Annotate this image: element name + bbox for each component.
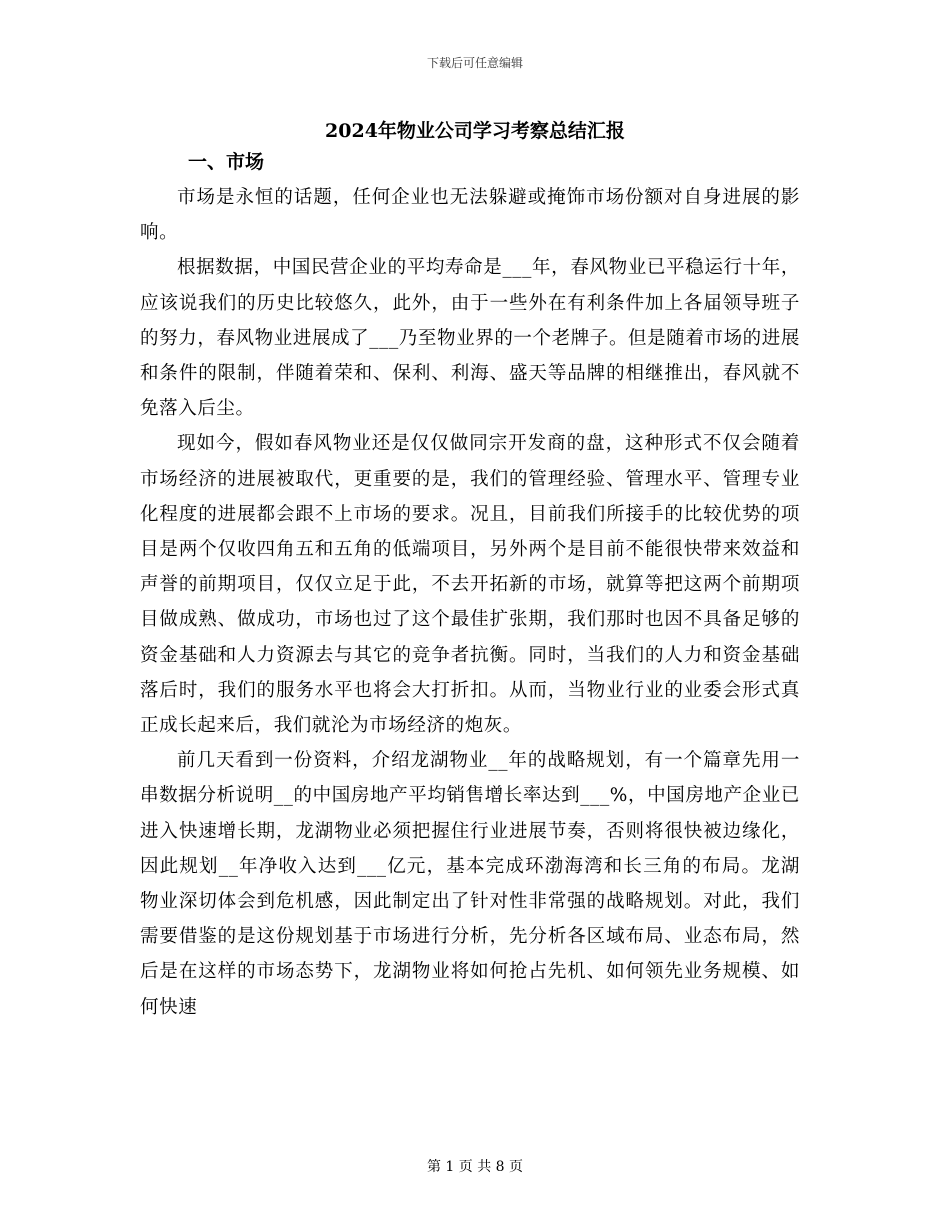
header-note: 下载后可任意编辑 bbox=[426, 56, 523, 70]
paragraph-2: 根据数据，中国民营企业的平均寿命是___年，春风物业已平稳运行十年，应该说我们的历史比较悠久，此外，由于一些外在有利条件加上各届领导班子的努力，春风物业进展成了___乃至物业界的一个老牌子。但是随着市场的进展和条件的限制，伴随着荣和、保利、利海、盛天等品牌的相继推出，春风就不免落入后尘。 bbox=[140, 257, 800, 420]
document-body bbox=[140, 144, 800, 1025]
section-heading: 一、市场 bbox=[188, 151, 265, 173]
document-title: 2024年物业公司学习考察总结汇报 bbox=[325, 120, 625, 142]
paragraph-3: 现如今，假如春风物业还是仅仅做同宗开发商的盘，这种形式不仅会随着市场经济的进展被取代，更重要的是，我们的管理经验、管理水平、管理专业化程度的进展都会跟不上市场的要求。况且，目前我们所接手的比较优势的项目是两个仅收四角五和五角的低端项目，另外两个是目前不能很快带来效益和声誉的前期项目，仅仅立足于此，不去开拓新的市场，就算等把这两个前期项目做成熟、做成功，市场也过了这个最佳扩张期，我们那时也因不具备足够的资金基础和人力资源去与其它的竞争者抗衡。同时，当我们的人力和资金基础落后时，我们的服务水平也将会大打折扣。从而，当物业行业的业委会形式真正成长起来后，我们就沦为市场经济的炮灰。 bbox=[140, 433, 800, 737]
page-footer: 第 1 页 共 8 页 bbox=[426, 1159, 524, 1175]
paragraph-1: 市场是永恒的话题，任何企业也无法躲避或掩饰市场份额对自身进展的影响。 bbox=[140, 187, 800, 244]
paragraph-4: 前几天看到一份资料，介绍龙湖物业__年的战略规划，有一个篇章先用一串数据分析说明__的中国房地产平均销售增长率达到___%，中国房地产企业已进入快速增长期，龙湖物业必须把握住行业进展节奏，否则将很快被边缘化，因此规划__年净收入达到___亿元，基本完成环渤海湾和长三角的布局。龙湖物业深切体会到危机感，因此制定出了针对性非常强的战略规划。对此，我们需要借鉴的是这份规划基于市场进行分析，先分析各区域布局、业态布局，然后是在这样的市场态势下，龙湖物业将如何抢占先机、如何领先业务规模、如何快速 bbox=[140, 750, 800, 1018]
